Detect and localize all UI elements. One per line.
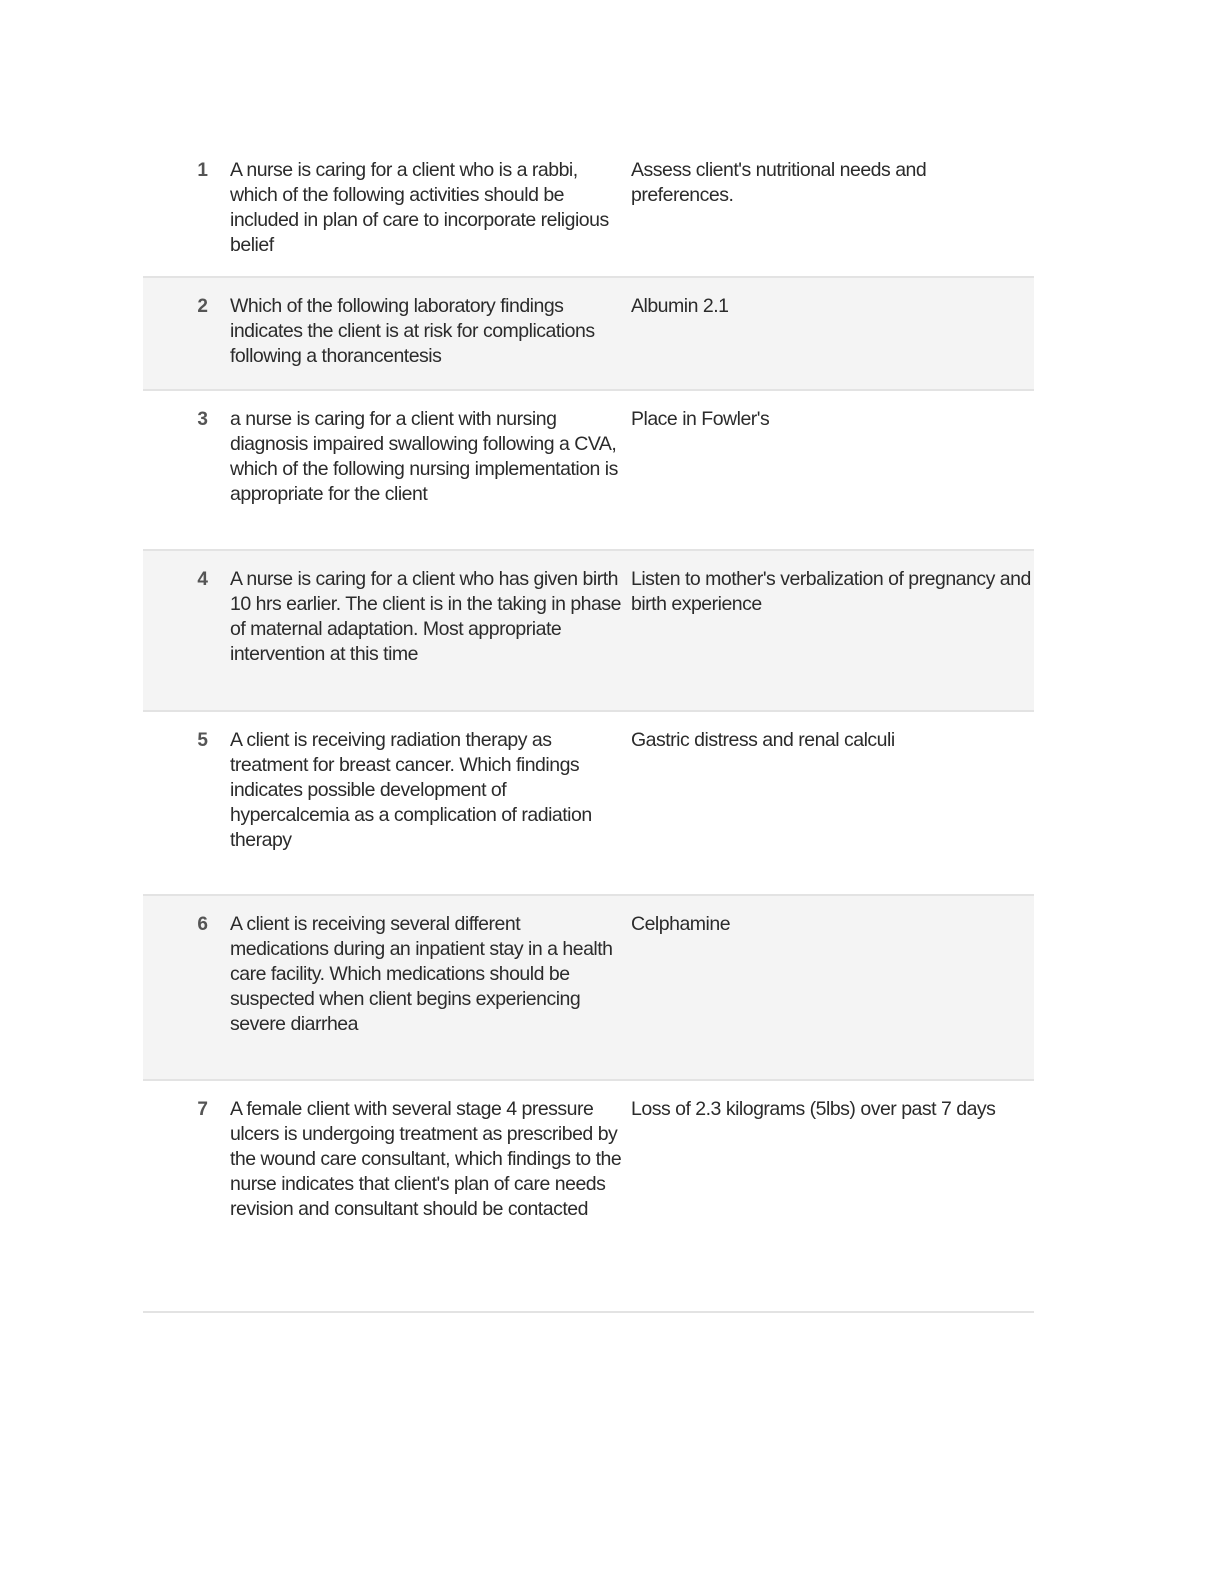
card-row xyxy=(143,145,1034,278)
card-row xyxy=(143,1081,1034,1313)
card-definition: Listen to mother's verbalization of pregnancy and birth experience xyxy=(631,568,1031,615)
card-definition: Celphamine xyxy=(631,913,731,935)
card-row xyxy=(143,712,1034,896)
card-definition: Gastric distress and renal calculi xyxy=(631,729,895,751)
flashcard-table xyxy=(143,145,1034,1313)
card-term: A client is receiving radiation therapy as treatment for breast cancer. Which findings indicates possible development of hypercalcemia as a complication of radiation therapy xyxy=(230,729,592,851)
card-term: Which of the following laboratory findings indicates the client is at risk for complications following a thorancentesis xyxy=(230,295,595,367)
card-row xyxy=(143,896,1034,1081)
card-row xyxy=(143,551,1034,712)
card-number: 7 xyxy=(197,1099,208,1120)
card-number: 1 xyxy=(197,160,208,181)
card-term: A nurse is caring for a client who is a rabbi, which of the following activities should be included in plan of care to incorporate religious belief xyxy=(230,159,609,256)
card-term: A client is receiving several different medications during an inpatient stay in a health care facility. Which medications should be suspected when client begins experiencing severe diarrhea xyxy=(230,913,613,1035)
card-number: 3 xyxy=(197,409,208,430)
card-definition: Place in Fowler's xyxy=(631,408,770,430)
card-number: 4 xyxy=(197,569,208,590)
card-definition: Assess client's nutritional needs and preferences. xyxy=(631,159,927,206)
card-definition: Albumin 2.1 xyxy=(631,295,729,317)
card-number: 6 xyxy=(197,914,208,935)
card-definition: Loss of 2.3 kilograms (5lbs) over past 7 days xyxy=(631,1098,996,1120)
card-row xyxy=(143,278,1034,391)
card-term: A female client with several stage 4 pressure ulcers is undergoing treatment as prescribed by the wound care consultant, which findings to the nurse indicates that client's plan of care needs revision and consultant should be contacted xyxy=(230,1098,622,1220)
card-number: 2 xyxy=(197,296,208,317)
card-term: a nurse is caring for a client with nursing diagnosis impaired swallowing following a CVA, which of the following nursing implementation is appropriate for the client xyxy=(230,408,618,505)
card-number: 5 xyxy=(197,730,208,751)
card-row xyxy=(143,391,1034,551)
card-term: A nurse is caring for a client who has given birth 10 hrs earlier. The client is in the taking in phase of maternal adaptation. Most appropriate intervention at this time xyxy=(230,568,621,665)
